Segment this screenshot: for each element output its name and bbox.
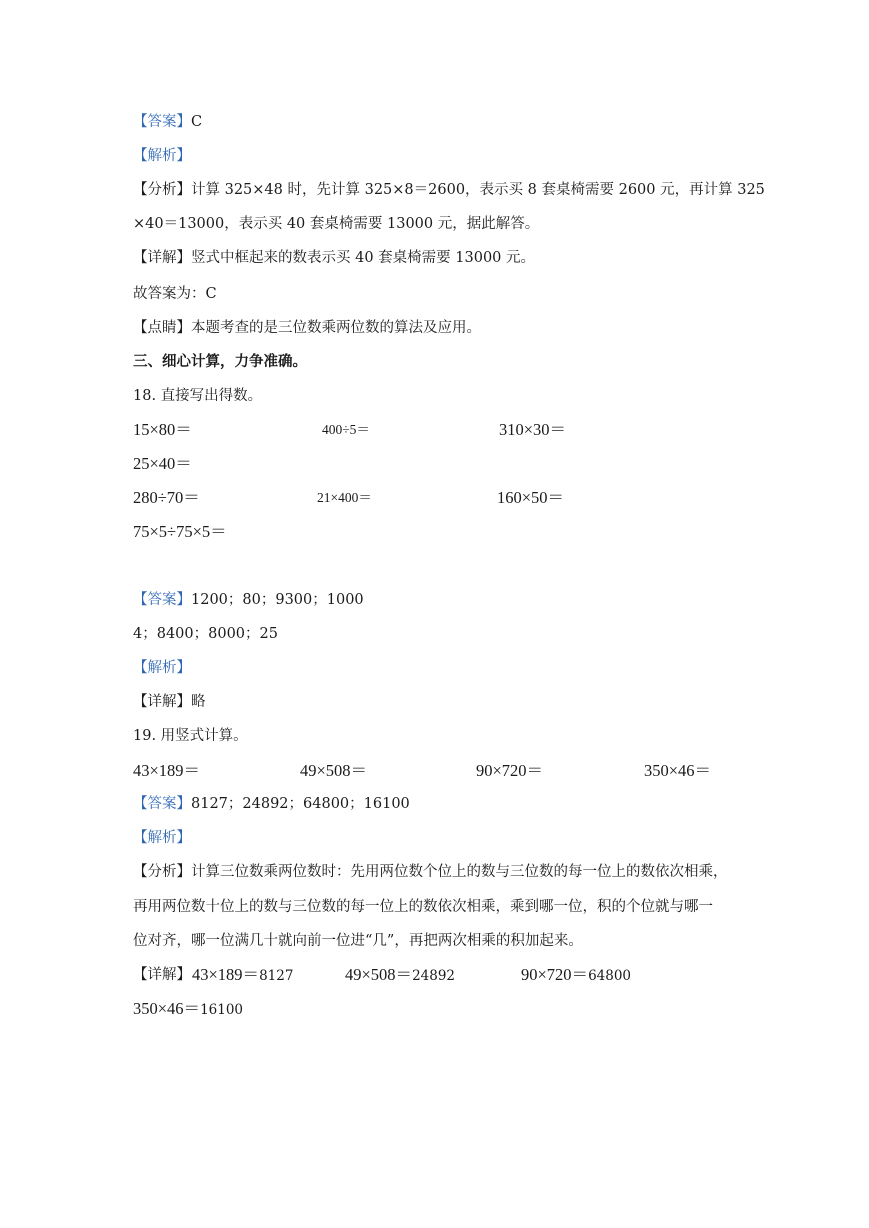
dianjing-text: 本题考查的是三位数乘两位数的算法及应用。 <box>191 320 481 336</box>
detail-expr: 43×189＝ <box>192 965 260 984</box>
answer-text: C <box>191 114 203 130</box>
q19-fenxi-line-1 <box>133 862 728 882</box>
q19-problem-1: 43×189＝ <box>133 761 201 780</box>
answer-text: 1200；80；9300；1000 <box>191 592 364 608</box>
q19-detail-2 <box>345 965 455 986</box>
q19-detail-3 <box>521 965 631 986</box>
q18-answer-line-2: 4；8400；8000；25 <box>133 626 278 642</box>
detail-expr: 90×720＝ <box>521 965 589 984</box>
q17-answer-line <box>133 112 202 132</box>
q17-dianjing-line <box>133 318 481 338</box>
xiangjie-tag: 【详解】 <box>133 694 191 710</box>
q18-analysis-tag: 【解析】 <box>133 660 191 676</box>
q18-answer-line <box>133 590 364 610</box>
q19-detail-4 <box>133 999 243 1020</box>
xiangjie-text: 竖式中框起来的数表示买 40 套桌椅需要 13000 元。 <box>191 250 536 266</box>
answer-text: 8127；24892；64800；16100 <box>191 796 410 812</box>
q18-problem-4: 25×40＝ <box>133 454 192 473</box>
detail-value: 8127 <box>259 968 294 984</box>
q17-analysis-tag: 【解析】 <box>133 148 191 164</box>
fenxi-tag: 【分析】 <box>133 864 191 880</box>
section-3-title: 三、细心计算，力争准确。 <box>133 354 307 370</box>
q18-xiangjie-line <box>133 692 206 712</box>
q19-problem-3: 90×720＝ <box>476 761 544 780</box>
q18-problem-1: 15×80＝ <box>133 420 192 439</box>
q17-fenxi-line-1 <box>133 180 765 200</box>
q18-problem-7: 160×50＝ <box>497 488 565 507</box>
fenxi-text: 计算三位数乘两位数时：先用两位数个位上的数与三位数的每一位上的数依次相乘， <box>191 864 728 880</box>
q17-fenxi-line-2: ×40＝13000，表示买 40 套桌椅需要 13000 元，据此解答。 <box>133 216 540 232</box>
q18-title: 18. 直接写出得数。 <box>133 388 263 404</box>
detail-value: 24892 <box>412 968 456 984</box>
answer-tag: 【答案】 <box>133 114 191 130</box>
q19-analysis-tag: 【解析】 <box>133 830 191 846</box>
q18-problem-5: 280÷70＝ <box>133 488 200 507</box>
q17-xiangjie-line <box>133 248 535 268</box>
detail-value: 64800 <box>588 968 632 984</box>
q18-problem-3: 310×30＝ <box>499 420 567 439</box>
q18-problem-2: 400÷5＝ <box>322 422 370 437</box>
answer-tag: 【答案】 <box>133 592 191 608</box>
fenxi-text: 计算 325×48 时，先计算 325×8＝2600，表示买 8 套桌椅需要 2600 元，再计算 325 <box>191 182 765 198</box>
dianjing-tag: 【点睛】 <box>133 320 191 336</box>
q19-detail-1 <box>192 965 293 986</box>
q19-fenxi-line-3: 位对齐，哪一位满几十就向前一位进“几”，再把两次相乘的积加起来。 <box>133 933 583 949</box>
fenxi-tag: 【分析】 <box>133 182 191 198</box>
q19-xiangjie-tag: 【详解】 <box>133 967 191 983</box>
detail-value: 16100 <box>200 1002 244 1018</box>
q19-fenxi-line-2: 再用两位数十位上的数与三位数的每一位上的数依次相乘，乘到哪一位，积的个位就与哪一 <box>133 899 713 915</box>
answer-tag: 【答案】 <box>133 796 191 812</box>
q19-answer-line <box>133 794 410 814</box>
detail-expr: 49×508＝ <box>345 965 413 984</box>
q19-title: 19. 用竖式计算。 <box>133 728 248 744</box>
q18-problem-6: 21×400＝ <box>317 490 372 505</box>
q19-problem-2: 49×508＝ <box>300 761 368 780</box>
q18-problem-8: 75×5÷75×5＝ <box>133 522 227 541</box>
xiangjie-text: 略 <box>191 694 206 710</box>
q19-problem-4: 350×46＝ <box>644 761 712 780</box>
q17-final-answer: 故答案为：C <box>133 286 217 302</box>
detail-expr: 350×46＝ <box>133 999 201 1018</box>
xiangjie-tag: 【详解】 <box>133 250 191 266</box>
